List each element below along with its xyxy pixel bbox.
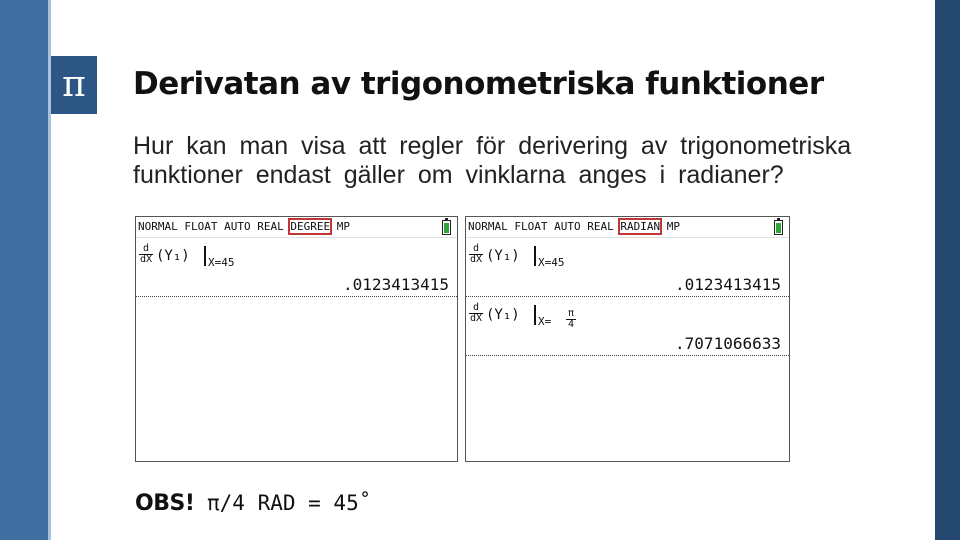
derivative-expression <box>136 242 457 274</box>
status-mp: MP <box>330 220 350 233</box>
body-line-2: trigonometriska <box>680 132 852 160</box>
function-y1: (Y₁) <box>486 307 520 323</box>
right-accent-bar <box>935 0 960 540</box>
derivative-fraction: $\frac{d}{dX}$ <box>469 302 483 324</box>
note-text: π/4 RAD = 45˚ <box>194 491 372 515</box>
function-y1: (Y₁) <box>486 248 520 264</box>
derivative-fraction: $\frac{d}{dX}$ <box>139 243 153 265</box>
body-line-3: funktioner endast gäller om vinklarna anges i radianer? <box>133 161 784 189</box>
evaluation-point: X=45 <box>208 256 235 269</box>
battery-icon <box>774 220 783 235</box>
derivative-expression <box>466 242 789 274</box>
note-label: OBS! <box>135 491 195 516</box>
evaluation-fraction: π 4 <box>567 308 575 330</box>
status-text: NORMAL FLOAT AUTO REAL <box>138 220 291 233</box>
result-value: .0123413415 <box>466 274 789 297</box>
status-text: NORMAL FLOAT AUTO REAL <box>468 220 621 233</box>
derivative-expression <box>466 301 789 333</box>
calculator-screen-degree <box>135 216 458 462</box>
battery-icon <box>442 220 451 235</box>
evaluation-point: X=45 <box>538 256 565 269</box>
body-line-1: Hur kan man visa att regler för derivering av <box>133 132 668 160</box>
slide-body-text <box>133 132 893 190</box>
evaluation-bar <box>204 246 206 266</box>
evaluation-bar <box>534 246 536 266</box>
calculator-screen-radian <box>465 216 790 462</box>
evaluation-bar <box>534 305 536 325</box>
mode-radian-highlight: RADIAN <box>620 220 661 233</box>
status-bar <box>136 217 457 238</box>
note <box>135 490 371 516</box>
evaluation-point: X= <box>538 315 552 328</box>
left-accent-bar <box>0 0 48 540</box>
status-mp: MP <box>660 220 680 233</box>
pi-icon: π <box>51 56 97 114</box>
status-bar <box>466 217 789 238</box>
result-value: .0123413415 <box>136 274 457 297</box>
mode-degree-highlight: DEGREE <box>290 220 331 233</box>
result-value: .7071066633 <box>466 333 789 356</box>
function-y1: (Y₁) <box>156 248 190 264</box>
slide-title: Derivatan av trigonometriska funktioner <box>133 66 824 102</box>
derivative-fraction: $\frac{d}{dX}$ <box>469 243 483 265</box>
